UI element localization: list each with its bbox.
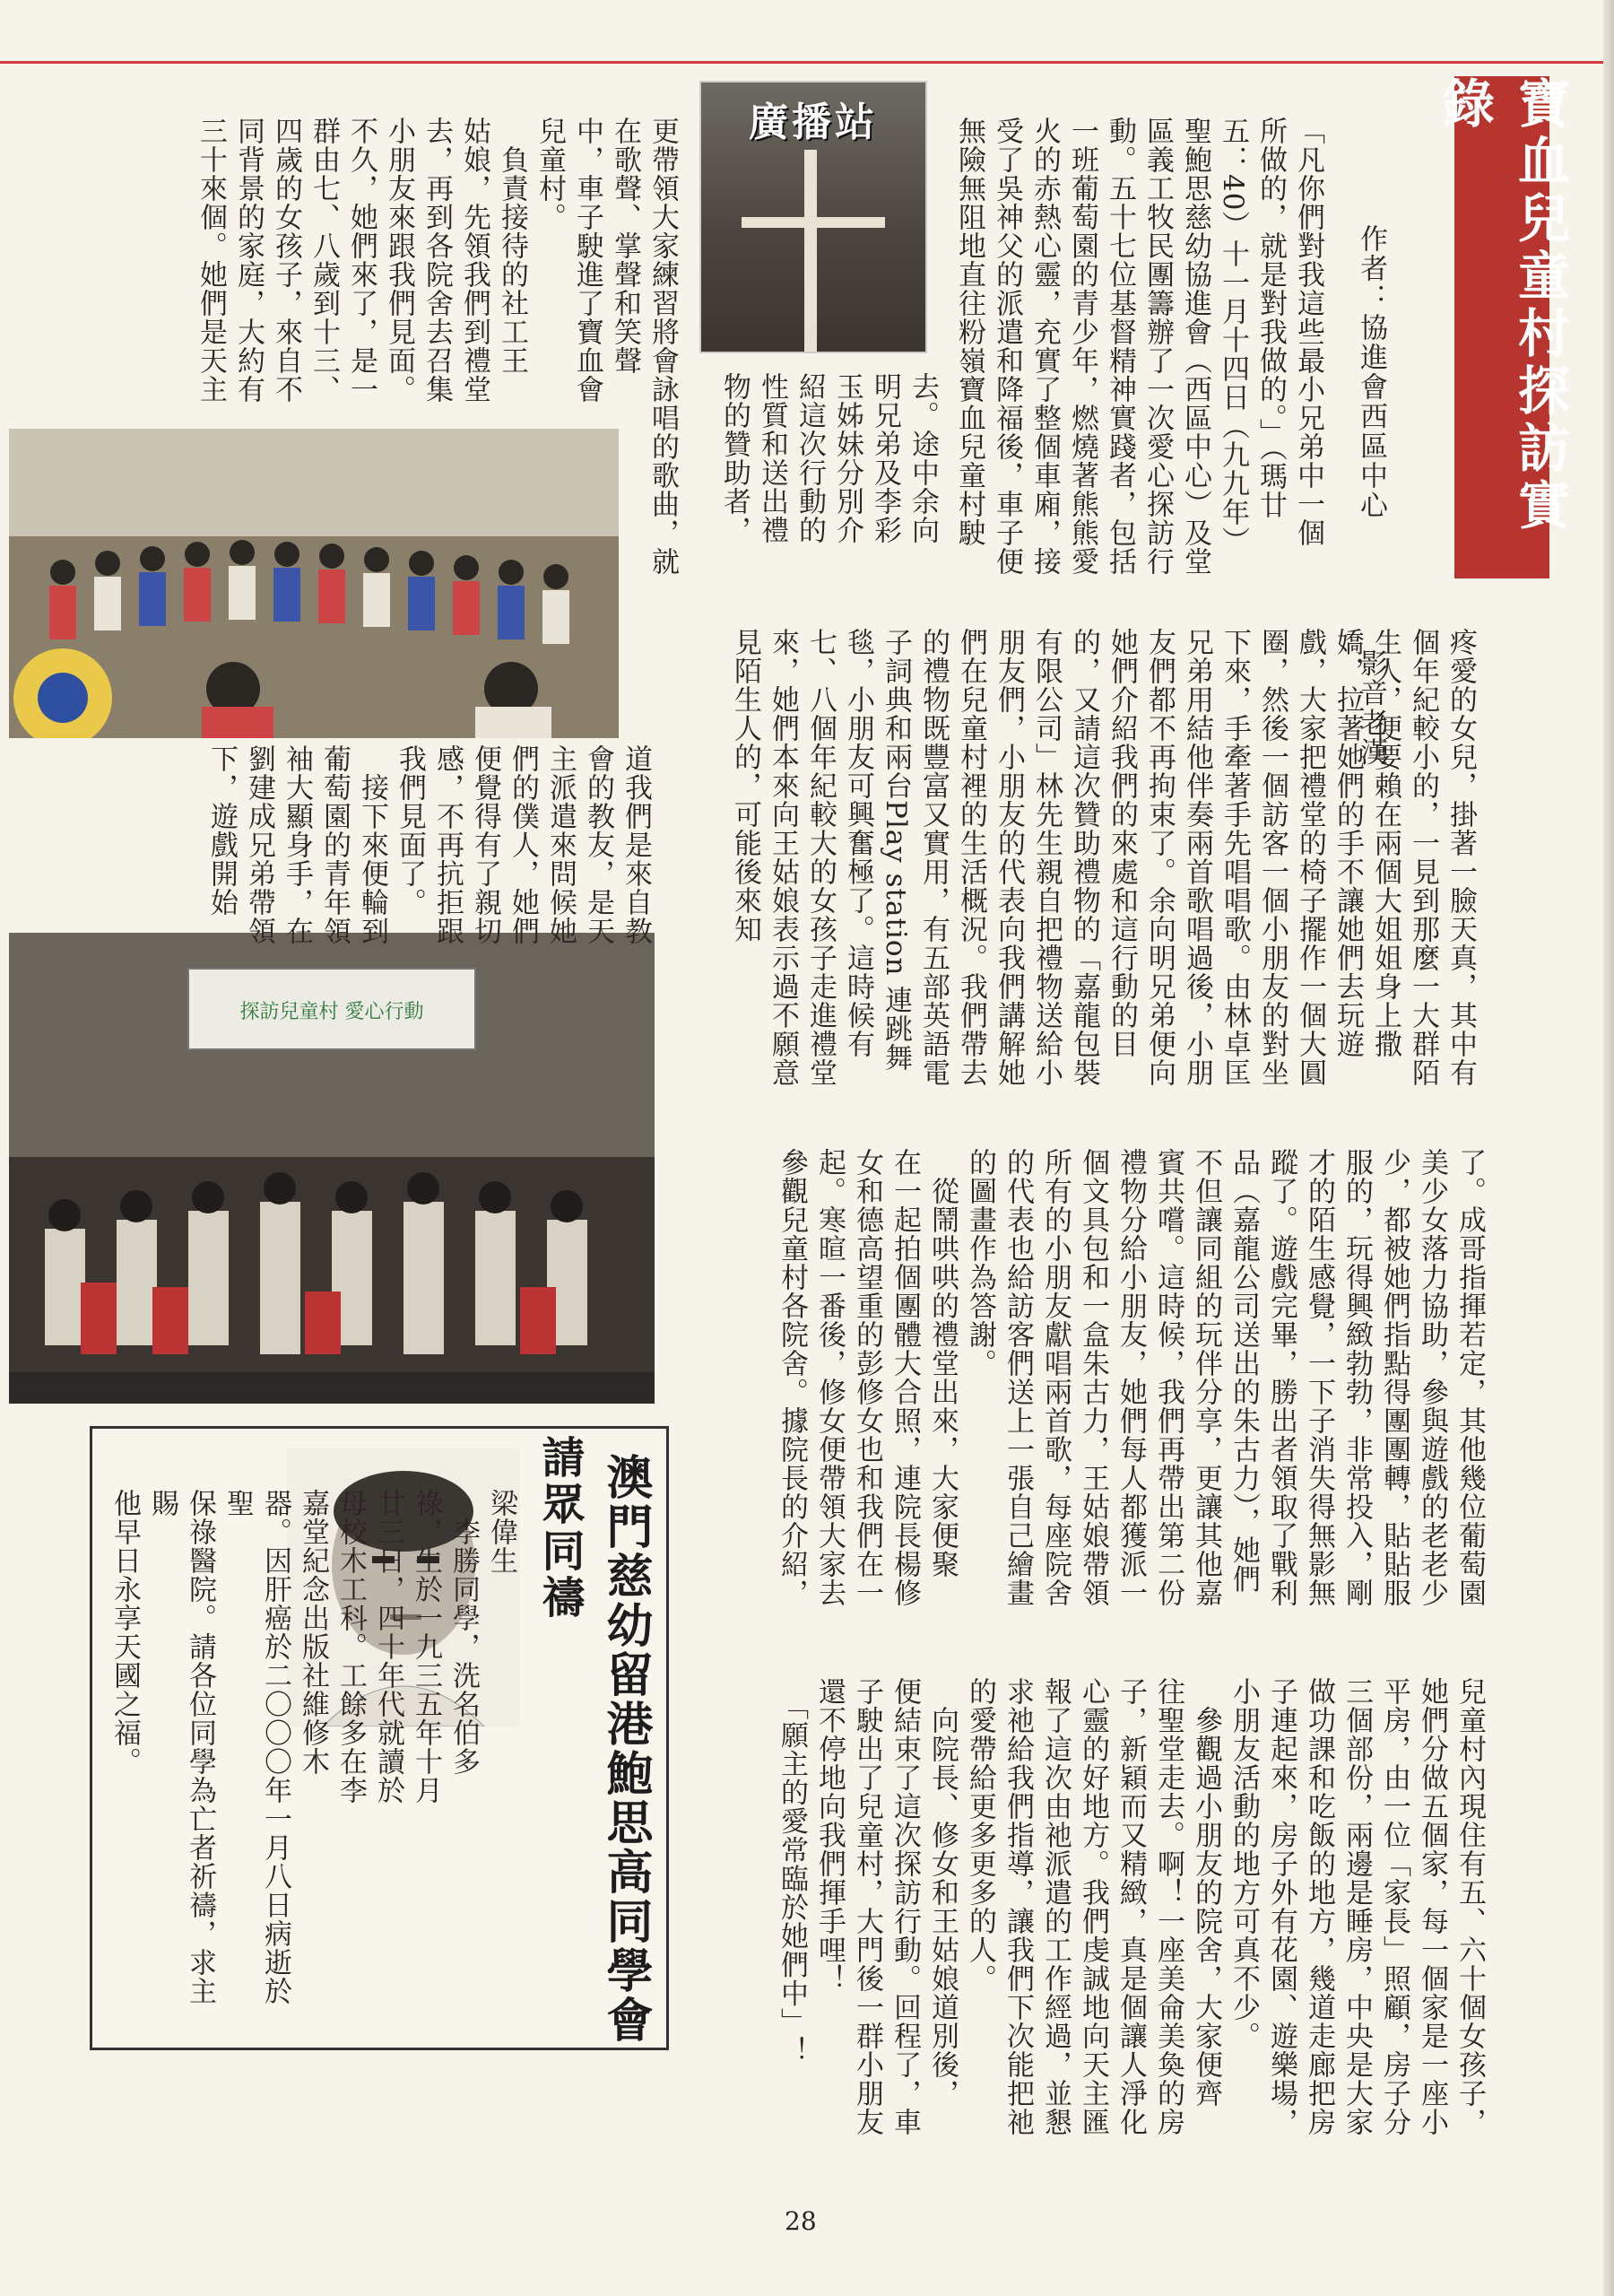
photo-circle-game — [9, 429, 619, 738]
cross-icon-vertical — [804, 150, 817, 352]
text-bottom-col1: 兒童村內現住有五、六十個女孩子， 她們分做五個家，每一個家是一座小 平房，由一位「家長」照顧，房子分 三個部份，兩邊是睡房，中央是大家 做功課和吃飯的地方，幾道走廊把房 子連起來，房子外有花園、遊樂場， 小朋友活動的地方可真不少。 參觀過小朋友的院舍，大家便齊 往聖堂走去。啊！一座美侖美奐的房 子，新穎而又精緻，真是個讓人淨化 心靈的好地方。我們虔誠地向天主匯 報了這次由祂派遣的工作經過，並懇 求祂給我們指導，讓我們下次能把祂 的愛帶給更多更多的人。 向院長、修女和王姑娘道別後， 便結束了這次探訪行動。回程了，車 子駛出了兒童村，大門後一群小朋友 還不停地向我們揮手哩！ 「願主的愛常臨於她們中」！ — [776, 1677, 1486, 2136]
text-top-col1: 「凡你們對我這些最小兄弟中一個 所做的，就是對我做的。」（瑪廿 五：40）十一月十四日（九九年） 聖鮑思慈幼協進會（西區中心）及堂 區義工牧民團籌辦了一次愛心探訪行 動。五十七位基督精神實踐者，包括 一班葡萄園的青少年，燃燒著熊熊愛 火的赤熱心靈，充實了整個車廂，接 受了吳神父的派遣和降福後，車子便 無險無阻地直往粉嶺寶血兒童村駛 — [953, 117, 1324, 576]
photo-group-singing — [9, 933, 655, 1404]
text-top-col3: 更帶領大家練習將會詠唱的歌曲，就 在歌聲、掌聲和笑聲 中，車子駛進了寶血會 兒童村。 負責接待的社工王 姑娘，先領我們到禮堂 去，再到各院舍去召集 小朋友來跟我們見面。 不久，她們來了，是一 群由七、八歲到十三、 四歲的女孩子，來自不 同背景的家庭，大約有 三十來個。她們是天主 — [195, 117, 679, 576]
obituary-heading: 澳門慈幼留港鮑思高同學會 — [598, 1453, 652, 2045]
broadcast-station-logo — [699, 81, 927, 353]
page-number: 28 — [785, 2206, 817, 2236]
logo-text: 廣播站 — [749, 100, 878, 145]
text-mid-col3: 了。成哥指揮若定，其他幾位葡萄園 美少女落力協助，參與遊戲的老老少 少，都被她們指點得團團轉，貼貼服 服的，玩得興緻勃勃，非常投入，剛 才的陌生感覺，一下子消失得無影無 蹤了。遊戲完畢，勝出者領取了戰利 品（嘉龍公司送出的朱古力），她們 不但讓同組的玩伴分享，更讓其他嘉 賓共嚐。這時候，我們再帶出第二份 禮物分給小朋友，她們每人都獲派一 個文具包和一盒朱古力，王姑娘帶領 所有的小朋友獻唱兩首歌，每座院舍 的代表也給訪客們送上一張自己繪畫 的圖畫作為答謝。 從鬧哄哄的禮堂出來，大家便聚 在一起拍個團體大合照，連院長楊修 女和德高望重的彭修女也和我們在一 起。寒暄一番後，修女便帶領大家去 參觀兒童村各院舍。據院長的介紹， — [776, 1148, 1486, 1607]
article-title: 寶血兒童村探訪實錄 — [1454, 76, 1549, 578]
text-mid-col2: 道我們是來自教 會的教友，是天 主派遣來問候她 們的僕人，她們 便覺得有了親切 感，不再抗拒跟 我們見面了。 接下來便輪到 葡萄園的青年領 袖大顯身手，在 劉建成兄弟帶領 下，遊戲開始 — [205, 744, 652, 945]
scan-edge — [1603, 0, 1614, 2296]
top-rule — [0, 61, 1614, 64]
text-mid-col1: 疼愛的女兒，掛著一臉天真，其中有 個年紀較小的，一見到那麼一大群陌 生人，便要賴在兩個大姐姐身上撒 嬌，拉著她們的手不讓她們去玩遊 戲，大家把禮堂的椅子擺作一個大圓 圈，然後一個訪客一個小朋友的對坐 下來，手牽著手先唱唱歌。由林卓匡 兄弟用結他伴奏兩首歌唱過後，小朋 友們都不再拘束了。余向明兄弟便向 她們介紹我們的來處和這行動的目 的，又請這次贊助禮物的「嘉龍包裝 有限公司」林先生親自把禮物送給小 朋友們，小朋友的代表向我們講解她 們在兒童村裡的生活概況。我們帶去 的禮物既豐富又實用，有五部英語電 子詞典和兩台Play station 連跳舞 毯，小朋友可興奮極了。這時候有 七、八個年紀較大的女孩子走進禮堂 來，她們本來向王姑娘表示過不願意 見陌生人的，可能後來知 — [729, 628, 1477, 1087]
text-top-col2: 去。途中余向 明兄弟及李彩 玉姊妹分別介 紹這次行動的 性質和送出禮 物的贊助者， — [718, 372, 939, 544]
obituary-subheading: 請眾同禱 — [534, 1435, 585, 1622]
author-line: 作者：協進會西區中心 影音老漢 — [1355, 224, 1387, 768]
cross-icon-horizontal — [742, 217, 885, 228]
obituary-text: 梁偉生 李勝同學，洗名伯多 祿，生於一九三五年十月 廿三日，四十年代就讀於 母校木工科。工餘多在李 嘉堂紀念出版社維修木 器。因肝癌於二〇〇〇年一月八日病逝於聖 保祿醫院。請各位同學為亡者祈禱，求主賜 他早日永享天國之福。 — [108, 1489, 517, 2005]
banner-text: 探訪兒童村 愛心行動 — [239, 1001, 424, 1023]
